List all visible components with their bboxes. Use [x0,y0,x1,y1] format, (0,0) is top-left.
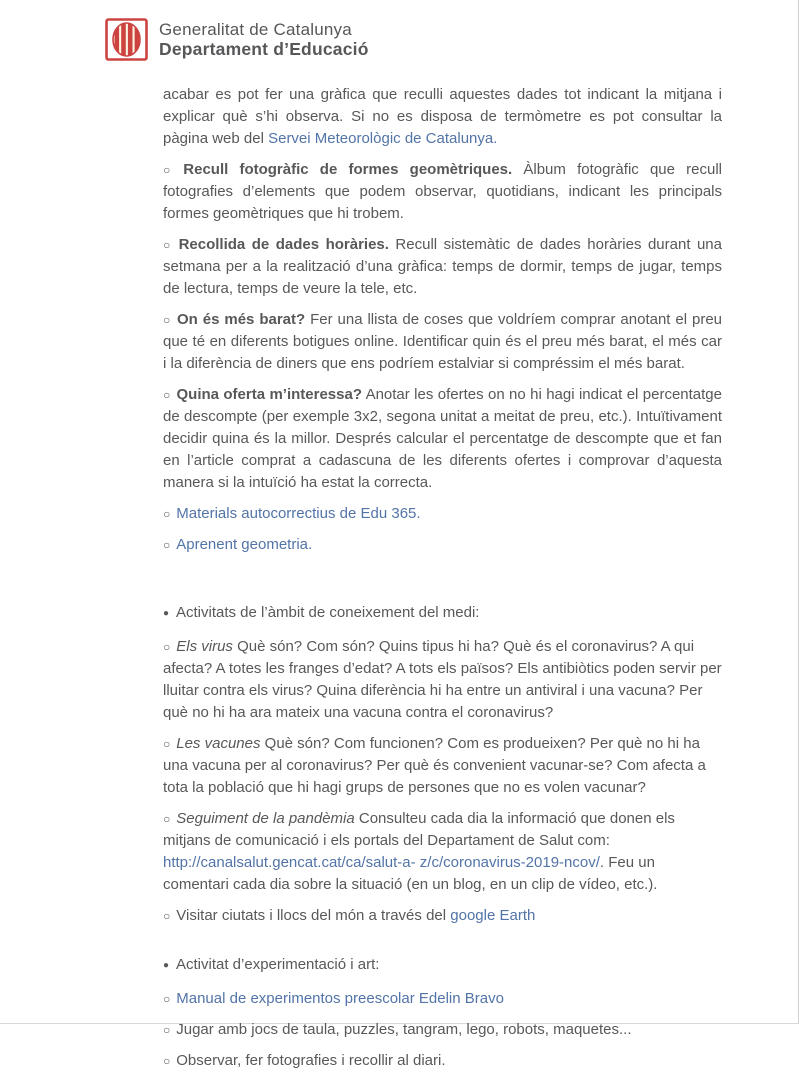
activity-body: Àlbum fotogràfic que recull fotografies d’elements que podem observar, quotidians, indicant les principals formes geomètriques que hi trobem. [163,161,722,222]
activity-item-seguiment-pandemia [163,808,722,896]
dept-name: Departament d’Educació [159,39,369,59]
activity-link-edu365 [163,503,722,525]
circle-bullet-icon: ○ [163,388,171,402]
activity-body: Fer una llista de coses que voldríem comprar anotant el preu que té en diferents botigues online. Identificar quin és el preu més barat, el més car i la diferència de diners que ens podríem estalviar si compréssim el més barat. [163,311,723,372]
section-experimentacio-art [163,954,722,1072]
intro-text: acabar es pot fer una gràfica que reculli aquestes dades tot indicant la mitjana i explicar què s’hi observa. Si no es disposa de termòmetre es pot consultar la pàgina web del [163,86,722,147]
section-heading-label: Activitat d’experimentació i art: [176,956,380,973]
intro-paragraph [163,84,722,150]
activity-body: Anotar les ofertes on no hi hagi indicat el percentatge de descompte (per exemple 3x2, segona unitat a meitat de preu, etc.). Intuïtivament decidir quina és la millor. Després calcular el percentatge de descompte que et fan en l’article comprat a cadascuna de les diferents ofertes i comprovar d’aquesta manera si la intuïció ha estat la correcta. [163,386,722,491]
activity-body: Recull sistemàtic de dades horàries durant una setmana per a la realització d’una gràfica: temps de dormir, temps de jugar, temps de lectura, temps de veure la tele, etc. [163,236,722,297]
activity-title: Recollida de dades horàries. [178,236,389,253]
activity-body: Consulteu cada dia la informació que donen els mitjans de comunicació i els portals del Departament de Salut com: [163,810,675,849]
disc-bullet-icon: ● [163,960,170,971]
servei-meteorologic-link[interactable]: Servei Meteorològic de Catalunya. [268,130,498,147]
activity-title: Recull fotogràfic de formes geomètriques. [183,161,513,178]
circle-bullet-icon: ○ [163,812,171,826]
activity-body: Què són? Com són? Quins tipus hi ha? Què és el coronavirus? A qui afecta? A totes les franges d’edat? A tots els països? Els antibiòtics poden servir per lluitar contra els virus? Quina diferència hi ha entre un antiviral i una vacuna? Per què no hi ha ara mateix una vacuna contra el coronavirus? [163,638,722,721]
activity-title: On és més barat? [177,311,306,328]
document-body [163,84,722,1081]
activity-body: Visitar ciutats i llocs del món a través del [176,907,451,924]
manual-experimentos-link[interactable]: Manual de experimentos preescolar Edelin Bravo [176,990,504,1007]
activity-item-les-vacunes [163,733,722,799]
circle-bullet-icon: ○ [163,1054,171,1068]
activity-item-jugar-jocs [163,1019,722,1041]
org-name: Generalitat de Catalunya [159,20,352,39]
logo-text [159,20,369,59]
circle-bullet-icon: ○ [163,992,171,1006]
activity-link-manual-experimentos [163,988,722,1010]
activity-item-els-virus [163,636,722,724]
activity-title: Les vacunes [176,735,261,752]
activity-item-recull-fotografic [163,159,722,225]
materials-autocorrectius-link[interactable]: Materials autocorrectius de Edu 365. [176,505,421,522]
circle-bullet-icon: ○ [163,538,171,552]
header [105,18,369,61]
disc-bullet-icon: ● [163,608,170,619]
circle-bullet-icon: ○ [163,313,172,327]
activity-title: Els virus [176,638,233,655]
activity-item-observar [163,1050,722,1072]
activity-title: Quina oferta m’interessa? [176,386,362,403]
circle-bullet-icon: ○ [163,163,178,177]
activity-body: Observar, fer fotografies i recollir al diari. [176,1052,446,1069]
google-earth-link[interactable]: google Earth [450,907,536,924]
canalsalut-url-link[interactable]: http://canalsalut.gencat.cat/ca/salut-a- z/c/coronavirus-2019-ncov/ [163,854,600,871]
section-coneixement-medi [163,602,722,927]
circle-bullet-icon: ○ [163,238,173,252]
activity-item-on-es-mes-barat [163,309,722,375]
section-heading [163,602,722,625]
activity-title: Seguiment de la pandèmia [176,810,355,827]
circle-bullet-icon: ○ [163,1023,171,1037]
section-heading [163,954,722,977]
activity-body: Què són? Com funcionen? Com es produeixen? Per què no hi ha una vacuna per al coronavirus? Per què és convenient vacunar-se? Com afecta a tota la població que hi hagi grups de persones que no es volen vacunar? [163,735,706,796]
activity-item-visitar-ciutats [163,905,722,927]
section-heading-label: Activitats de l’àmbit de coneixement del medi: [176,604,480,621]
activity-link-aprenent-geometria [163,534,722,556]
circle-bullet-icon: ○ [163,640,171,654]
aprenent-geometria-link[interactable]: Aprenent geometria. [176,536,313,553]
senyera-shield-icon [105,18,148,61]
activity-item-recollida-dades [163,234,722,300]
activity-item-quina-oferta [163,384,722,494]
circle-bullet-icon: ○ [163,737,171,751]
circle-bullet-icon: ○ [163,909,171,923]
circle-bullet-icon: ○ [163,507,171,521]
activity-body: Jugar amb jocs de taula, puzzles, tangram, lego, robots, maquetes... [176,1021,632,1038]
activity-body: . Feu un comentari cada dia sobre la situació (en un blog, en un clip de vídeo, etc.). [163,854,658,893]
